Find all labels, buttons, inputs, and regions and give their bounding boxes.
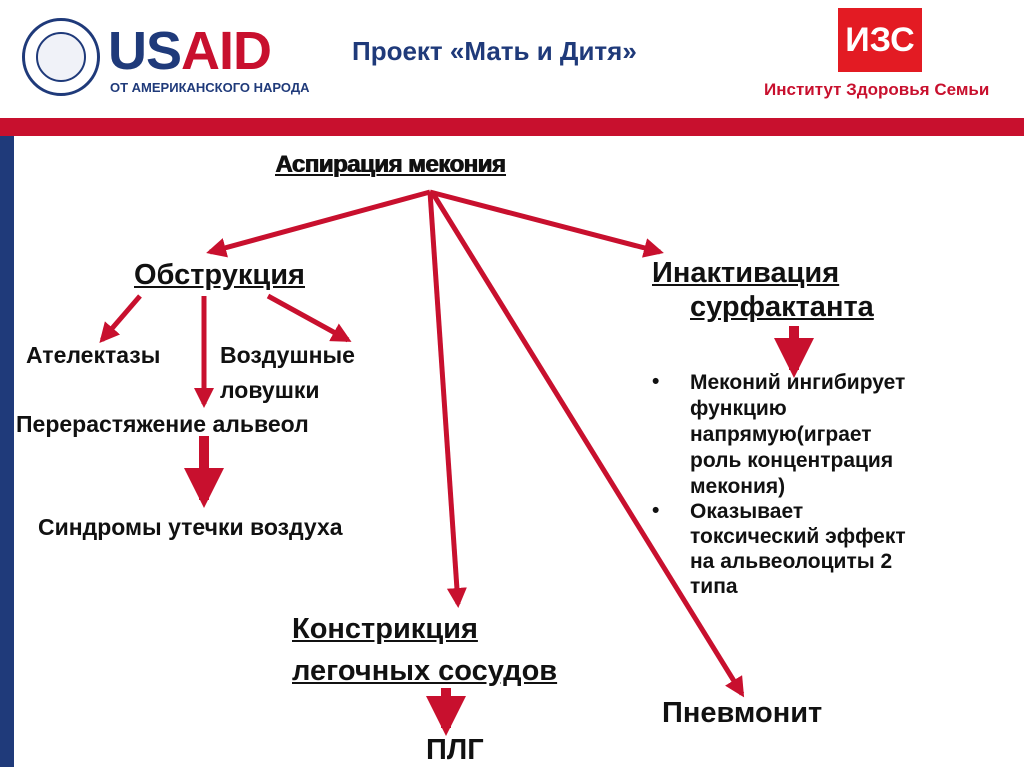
node-air-traps-line2: ловушки (220, 377, 320, 403)
bullet-1-line: функцию (690, 397, 787, 420)
node-air-traps-line1: Воздушные (220, 342, 355, 368)
bullet-2-glyph: • (652, 499, 660, 522)
bullet-1-line: напрямую(играет (690, 423, 872, 446)
arrow-to-air-traps (268, 296, 348, 340)
node-obstruction: Обструкция (134, 259, 305, 291)
node-surfactant-line1: Инактивация (652, 257, 840, 289)
node-air-leak: Синдромы утечки воздуха (38, 514, 343, 540)
izs-institute-name: Институт Здоровья Семьи (764, 80, 990, 99)
bullet-2-line: типа (690, 575, 738, 598)
bullet-2-line: токсический эффект (690, 525, 906, 548)
node-surfactant-line2: сурфактанта (690, 291, 874, 323)
bullet-1-glyph: • (652, 370, 660, 393)
usaid-wordmark-aid: AID (181, 21, 272, 81)
node-vasoconstriction-line1: Констрикция (292, 613, 478, 645)
usaid-wordmark-us: US (108, 21, 182, 81)
bullet-2-line: Оказывает (690, 500, 804, 523)
node-vasoconstriction-line2: легочных сосудов (292, 655, 558, 687)
arrow-to-atelectasis (102, 296, 140, 340)
node-plg: ПЛГ (426, 734, 484, 766)
arrow-to-vasoconstriction (430, 192, 458, 604)
arrow-to-obstruction (210, 192, 430, 252)
node-pneumonitis: Пневмонит (662, 697, 823, 729)
usaid-subtitle: ОТ АМЕРИКАНСКОГО НАРОДА (110, 80, 310, 95)
bullet-1-line: мекония) (690, 475, 786, 498)
node-atelectasis: Ателектазы (26, 342, 161, 368)
node-overdistension: Перерастяжение альвеол (16, 411, 309, 437)
bullet-2-line: на альвеолоциты 2 (690, 550, 893, 573)
project-title: Проект «Мать и Дитя» (352, 36, 637, 66)
bullet-1-line: роль концентрация (690, 449, 894, 472)
izs-logo: ИЗС (838, 8, 922, 72)
node-root: Аспирация мекония (275, 151, 506, 178)
bullet-1-line: Меконий ингибирует (690, 371, 906, 394)
